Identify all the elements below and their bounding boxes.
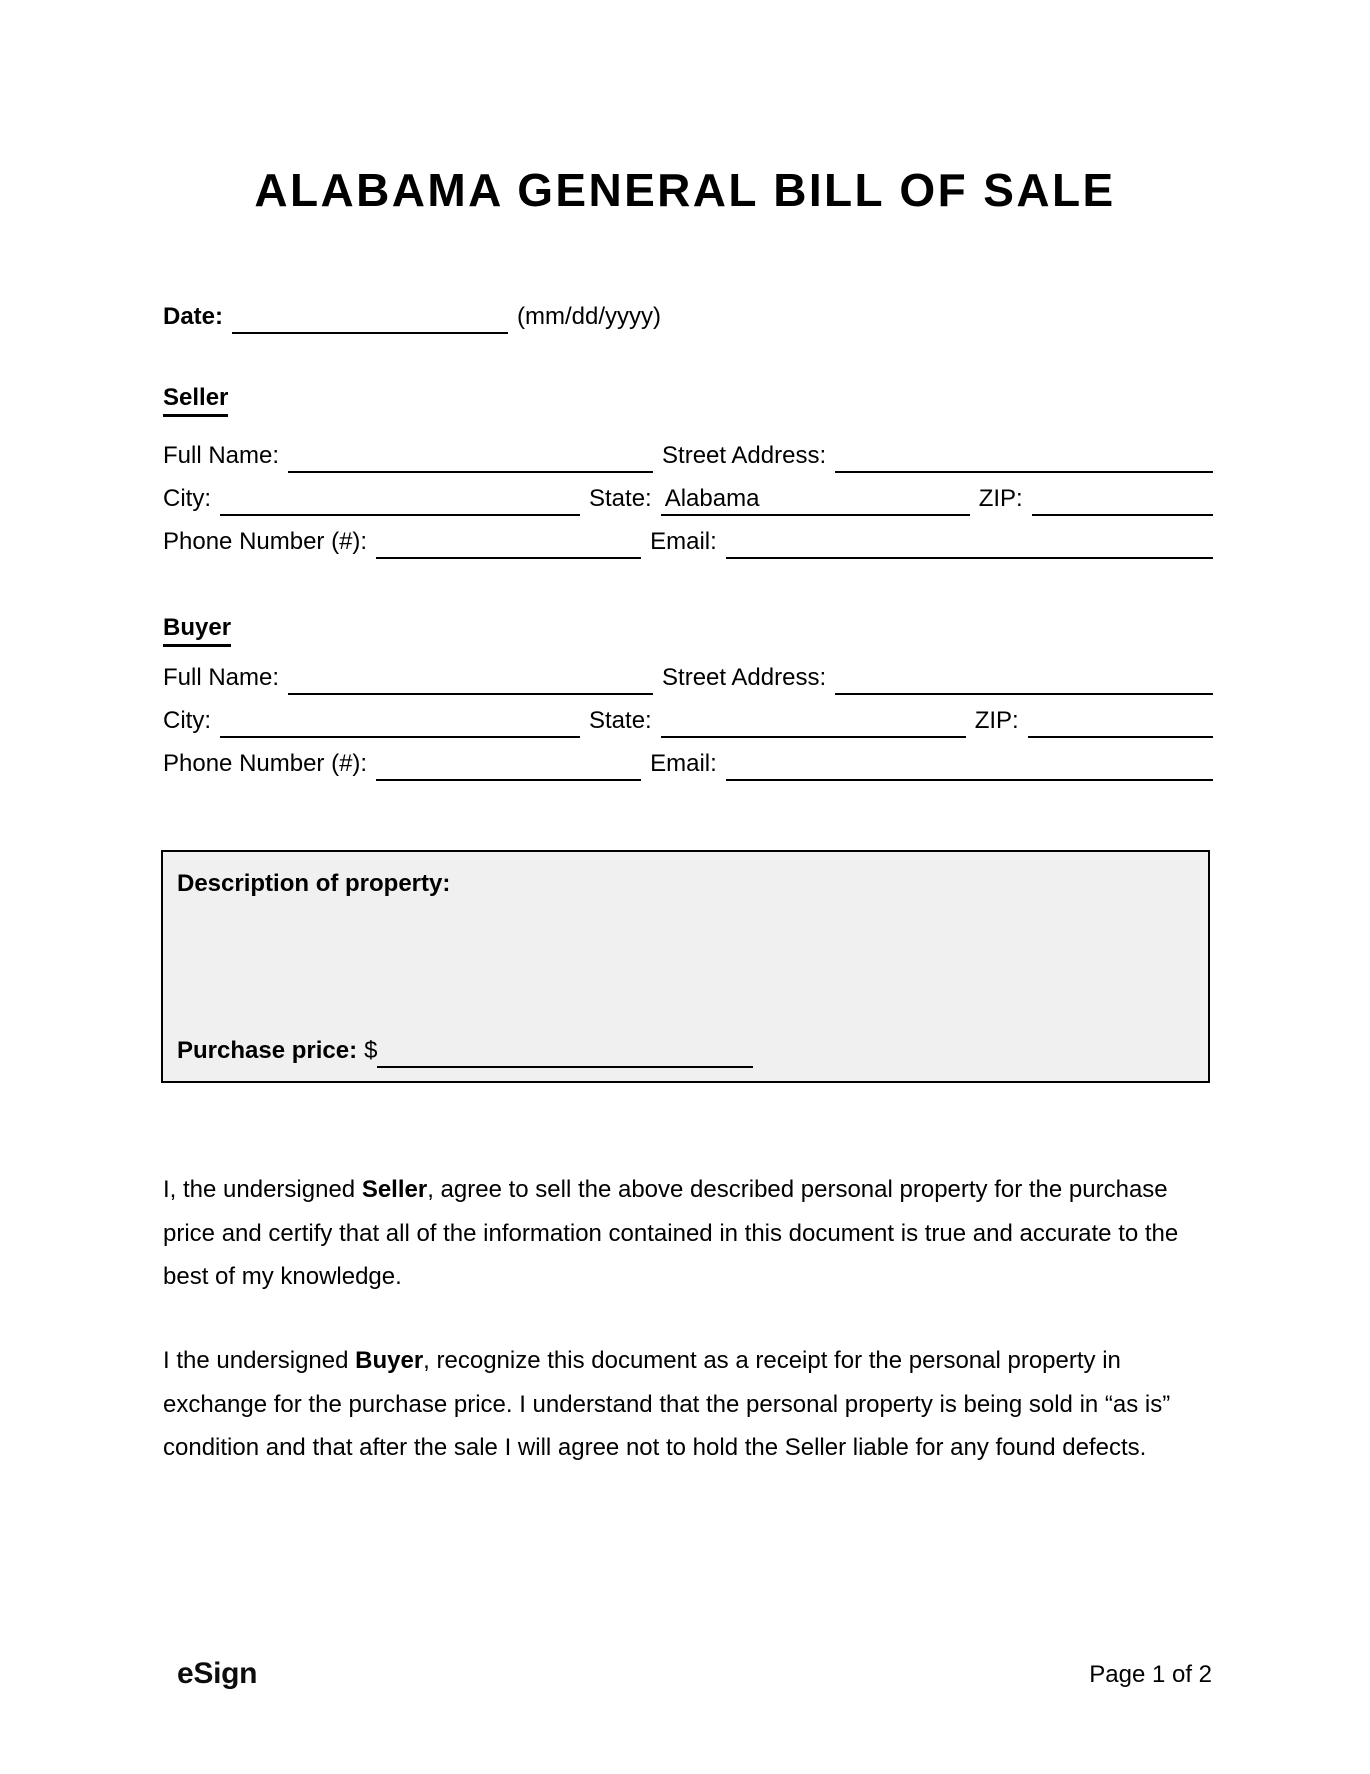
buyer-street-address-blank[interactable] [835,663,1213,695]
currency-symbol: $ [364,1037,378,1064]
seller-zip-label: ZIP: [978,485,1023,512]
buyer-state-blank[interactable] [661,706,966,738]
purchase-price-blank[interactable] [377,1036,753,1068]
seller-name-address-row [163,441,1213,473]
seller-city-label: City: [163,485,211,512]
description-of-property-blank[interactable] [177,904,1194,1025]
seller-clause-post: , agree to sell the above described personal property for the purchase price and certify that all of the information contained in this document is true and accurate to the best of my knowledge. [163,1176,1179,1290]
seller-street-address-blank[interactable] [835,441,1213,473]
buyer-city-label: City: [163,707,211,734]
buyer-phone-label: Phone Number (#): [163,750,368,777]
buyer-name-address-row [163,663,1213,695]
buyer-heading: Buyer [163,613,231,647]
seller-full-name-blank[interactable] [288,441,653,473]
buyer-clause-pre: I the undersigned [163,1347,356,1374]
buyer-city-state-zip-row [163,706,1213,738]
buyer-city-blank[interactable] [220,706,580,738]
buyer-street-address-label: Street Address: [662,664,827,691]
seller-city-blank[interactable] [220,484,580,516]
seller-agreement-paragraph [163,1168,1213,1299]
property-description-box [161,850,1210,1083]
page-number: Page 1 of 2 [1089,1661,1212,1688]
buyer-phone-blank[interactable] [376,749,641,781]
date-format-hint: (mm/dd/yyyy) [517,303,662,330]
seller-phone-blank[interactable] [376,527,641,559]
purchase-price-label: Purchase price: [177,1037,358,1064]
buyer-email-blank[interactable] [726,749,1213,781]
buyer-clause-bold: Buyer [355,1347,424,1374]
seller-full-name-label: Full Name: [163,442,280,469]
buyer-clause-post: , recognize this document as a receipt for the personal property in exchange for the purchase price. I understand that the personal property is being sold in “as is” condition and that after the sale I will agree not to hold the Seller liable for any found defects. [163,1347,1171,1461]
seller-zip-blank[interactable] [1032,484,1213,516]
buyer-agreement-paragraph [163,1339,1213,1470]
page-title: ALABAMA GENERAL BILL OF SALE [254,164,1116,216]
date-label: Date: [163,303,224,330]
buyer-state-label: State: [589,707,652,734]
buyer-zip-label: ZIP: [974,707,1019,734]
esign-logo: eSign [177,1657,258,1690]
buyer-full-name-label: Full Name: [163,664,280,691]
seller-phone-label: Phone Number (#): [163,528,368,555]
seller-clause-pre: I, the undersigned [163,1176,362,1203]
seller-phone-email-row [163,527,1213,559]
seller-state-blank[interactable]: Alabama [661,484,970,516]
buyer-zip-blank[interactable] [1028,706,1213,738]
seller-street-address-label: Street Address: [662,442,827,469]
seller-clause-bold: Seller [361,1176,428,1203]
date-blank[interactable] [232,302,508,334]
buyer-email-label: Email: [650,750,717,777]
date-row [163,302,1213,334]
seller-state-label: State: [589,485,652,512]
seller-email-blank[interactable] [726,527,1213,559]
buyer-phone-email-row [163,749,1213,781]
seller-email-label: Email: [650,528,717,555]
seller-city-state-zip-row [163,484,1213,516]
buyer-full-name-blank[interactable] [288,663,653,695]
seller-heading: Seller [163,383,228,417]
purchase-price-row [177,1036,1194,1068]
description-of-property-label: Description of property: [177,870,451,897]
